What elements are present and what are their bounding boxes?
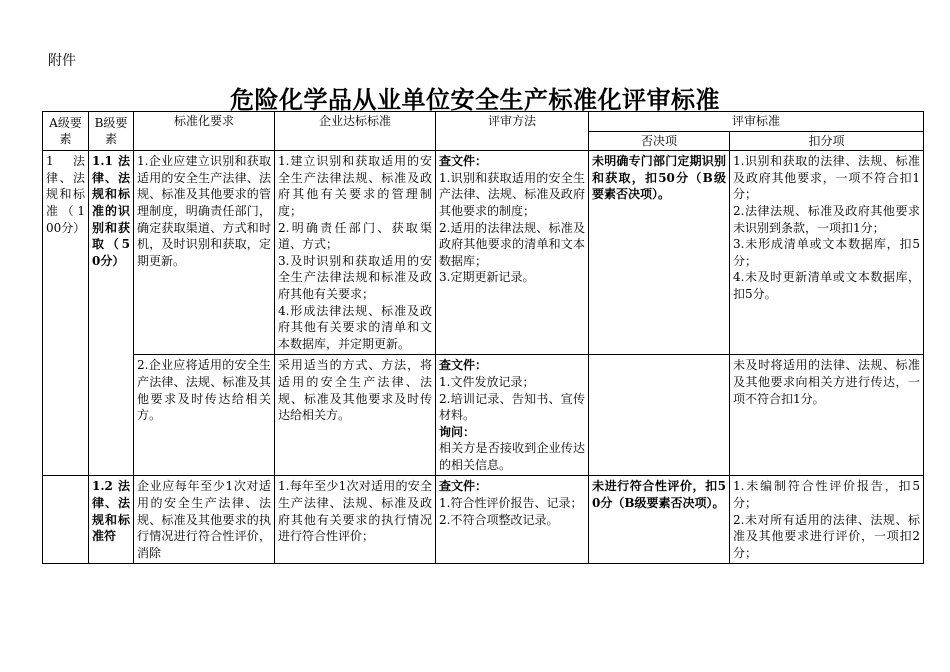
method-label: 询问：: [439, 424, 476, 439]
deduct-cell: 未及时将适用的法律、法规、标准及其他要求向相关方进行传达，一项不符合扣1分。: [730, 355, 924, 476]
veto-cell: 未进行符合性评价，扣50分（B级要素否决项）。: [589, 476, 730, 564]
header-a-element: A级要素: [43, 112, 89, 151]
header-requirement: 标准化要求: [134, 112, 275, 151]
a-element-cell: [43, 476, 89, 564]
header-row-1: [43, 112, 924, 132]
standard-item: 2.明确责任部门、获取渠道、方式；: [278, 220, 432, 252]
header-review-criteria: 评审标准: [589, 112, 924, 132]
requirement-cell: 2.企业应将适用的安全生产法律、法规、标准及其他要求及时传达给相关方。: [134, 355, 275, 476]
method-item: 2.不符合项整改记录。: [439, 512, 559, 527]
review-method-cell: [436, 151, 589, 355]
header-deduct: 扣分项: [730, 131, 924, 151]
b-element-cell: 1.2法律、法规和标准符: [89, 476, 134, 564]
veto-cell: 未明确专门部门定期识别和获取，扣50分（B级要素否决项）。: [589, 151, 730, 355]
standard-item: 1.建立识别和获取适用的安全生产法律法规、标准及政府其他有关要求的管理制度；: [278, 154, 432, 218]
deduct-cell: [730, 476, 924, 564]
deduct-item: 2.未对所有适用的法律、法规、标准及其他要求进行评价，一项扣2分；: [733, 512, 921, 560]
b-element-cell: 1.1法律、法规和标准的识别和获取（50分）: [89, 151, 134, 476]
deduct-item: 2.法律法规、标准及政府其他要求未识别到条款，一项扣1分；: [733, 203, 921, 235]
table-row: [43, 151, 924, 355]
deduct-cell: [730, 151, 924, 355]
header-enterprise-standard: 企业达标标准: [275, 112, 436, 151]
review-method-cell: [436, 476, 589, 564]
enterprise-standard-cell: [275, 151, 436, 355]
method-item: 3.定期更新记录。: [439, 270, 535, 285]
method-item: 相关方是否接收到企业传达的相关信息。: [439, 441, 585, 472]
deduct-item: 3.未形成清单或文本数据库，扣5分；: [733, 237, 921, 268]
method-label: 查文件：: [439, 479, 488, 494]
review-method-cell: [436, 355, 589, 476]
document-title: 危险化学品从业单位安全生产标准化评审标准: [230, 86, 720, 114]
table-row: [43, 476, 924, 564]
header-veto: 否决项: [589, 131, 730, 151]
enterprise-standard-cell: 1.每年至少1次对适用的安全生产法律、法规、标准及政府其他有关要求的执行情况进行符合性评价；: [275, 476, 436, 564]
a-element-cell: 1 法律、法规和标准（100分）: [43, 151, 89, 476]
method-item: 2.培训记录、告知书、宣传材料。: [439, 391, 585, 423]
method-item: 1.识别和获取适用的安全生产法律、法规、标准及政府其他要求的制度；: [439, 170, 585, 218]
requirement-cell: 企业应每年至少1次对适用的安全生产法律、法规、标准及其他要求的执行情况进行符合性评价，消除: [134, 476, 275, 564]
standard-item: 4.形成法律法规、标准及政府其他有关要求的清单和文本数据库，并定期更新。: [278, 303, 432, 351]
veto-cell: [589, 355, 730, 476]
annex-label: 附件: [48, 53, 76, 69]
deduct-item: 1.未编制符合性评价报告，扣5分；: [733, 479, 921, 511]
method-item: 2.适用的法律法规、标准及政府其他要求的清单和文本数据库；: [439, 220, 585, 268]
header-b-element: B级要素: [89, 112, 134, 151]
standard-table: [42, 111, 924, 564]
deduct-item: 1.识别和获取的法律、法规、标准及政府其他要求，一项不符合扣1分；: [733, 154, 921, 202]
method-item: 1.符合性评价报告、记录；: [439, 496, 583, 511]
enterprise-standard-cell: 采用适当的方式、方法，将适用的安全生产法律、法规、标准及其他要求及时传达给相关方。: [275, 355, 436, 476]
requirement-cell: 1.企业应建立识别和获取适用的安全生产法律、法规、标准及其他要求的管理制度，明确责任部门，确定获取渠道、方式和时机，及时识别和获取，定期更新。: [134, 151, 275, 355]
header-review-method: 评审方法: [436, 112, 589, 151]
method-item: 1.文件发放记录；: [439, 374, 535, 389]
method-label: 查文件：: [439, 358, 488, 373]
deduct-item: 4.未及时更新清单或文本数据库，扣5分。: [733, 270, 921, 301]
method-label: 查文件：: [439, 154, 488, 169]
standard-item: 3.及时识别和获取适用的安全生产法律法规和标准及政府其他有关要求；: [278, 253, 432, 301]
table-row: [43, 355, 924, 476]
